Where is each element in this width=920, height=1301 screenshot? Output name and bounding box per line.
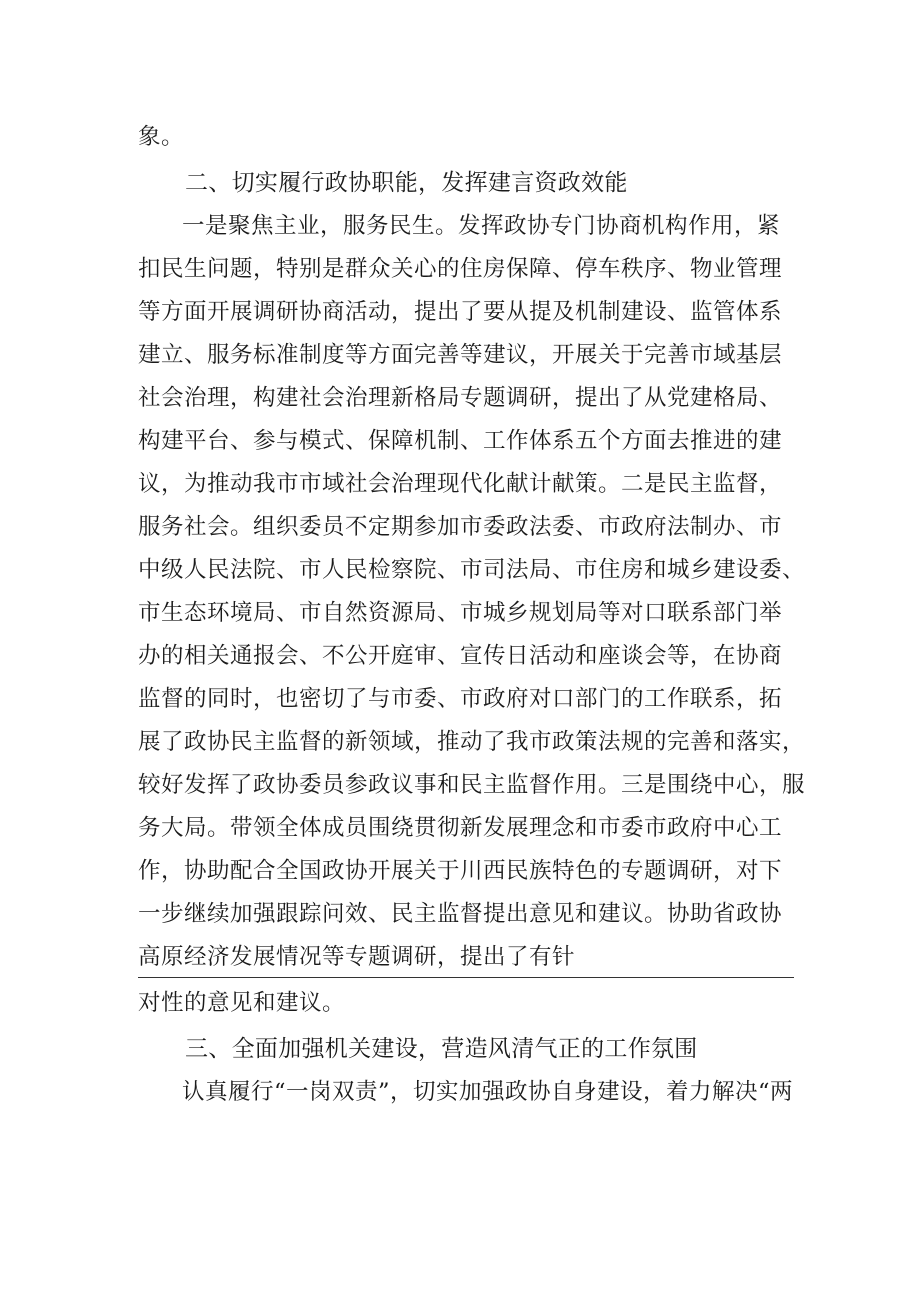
- section-heading-2: 二、切实履行政协职能，发挥建言资政效能: [185, 170, 628, 196]
- paragraph-line: 服务社会。组织委员不定期参加市委政法委、市政府法制办、市: [138, 514, 783, 540]
- section-heading-3: 三、全面加强机关建设，营造风清气正的工作氛围: [185, 1036, 698, 1062]
- paragraph-line: 作，协助配合全国政协开展关于川西民族特色的专题调研，对下: [138, 858, 783, 884]
- paragraph-line: 展了政协民主监督的新领域，推动了我市政策法规的完善和落实，: [138, 729, 806, 755]
- paragraph-line: 一步继续加强跟踪问效、民主监督提出意见和建议。协助省政协: [138, 901, 783, 927]
- paragraph-line: 议，为推动我市市域社会治理现代化献计献策。二是民主监督，: [138, 471, 783, 497]
- paragraph-line: 社会治理，构建社会治理新格局专题调研，提出了从党建格局、: [138, 385, 783, 411]
- paragraph-line: 较好发挥了政协委员参政议事和民主监督作用。三是围绕中心，服: [138, 772, 806, 798]
- paragraph-line: 监督的同时，也密切了与市委、市政府对口部门的工作联系，拓: [138, 686, 783, 712]
- page-break-rule: [138, 977, 794, 978]
- paragraph-line: 建立、服务标准制度等方面完善等建议，开展关于完善市域基层: [138, 342, 783, 368]
- paragraph-line: 市生态环境局、市自然资源局、市城乡规划局等对口联系部门举: [138, 600, 783, 626]
- paragraph-continuation-line: 对性的意见和建议。: [138, 990, 346, 1016]
- paragraph-line: 等方面开展调研协商活动，提出了要从提及机制建设、监管体系: [138, 299, 783, 325]
- paragraph-line: 一是聚焦主业，服务民生。发挥政协专门协商机构作用，紧: [182, 213, 781, 239]
- paragraph-line: 构建平台、参与模式、保障机制、工作体系五个方面去推进的建: [138, 428, 783, 454]
- paragraph-line: 扣民生问题，特别是群众关心的住房保障、停车秩序、物业管理: [138, 256, 783, 282]
- paragraph-line: 中级人民法院、市人民检察院、市司法局、市住房和城乡建设委、: [138, 557, 806, 583]
- paragraph-line: 认真履行“一岗双责”，切实加强政协自身建设，着力解决“两: [182, 1079, 794, 1105]
- paragraph-tail-line: 象。: [138, 124, 185, 150]
- paragraph-line: 办的相关通报会、不公开庭审、宣传日活动和座谈会等，在协商: [138, 643, 783, 669]
- paragraph-line: 务大局。带领全体成员围绕贯彻新发展理念和市委市政府中心工: [138, 815, 783, 841]
- paragraph-line: 高原经济发展情况等专题调研，提出了有针: [138, 944, 576, 970]
